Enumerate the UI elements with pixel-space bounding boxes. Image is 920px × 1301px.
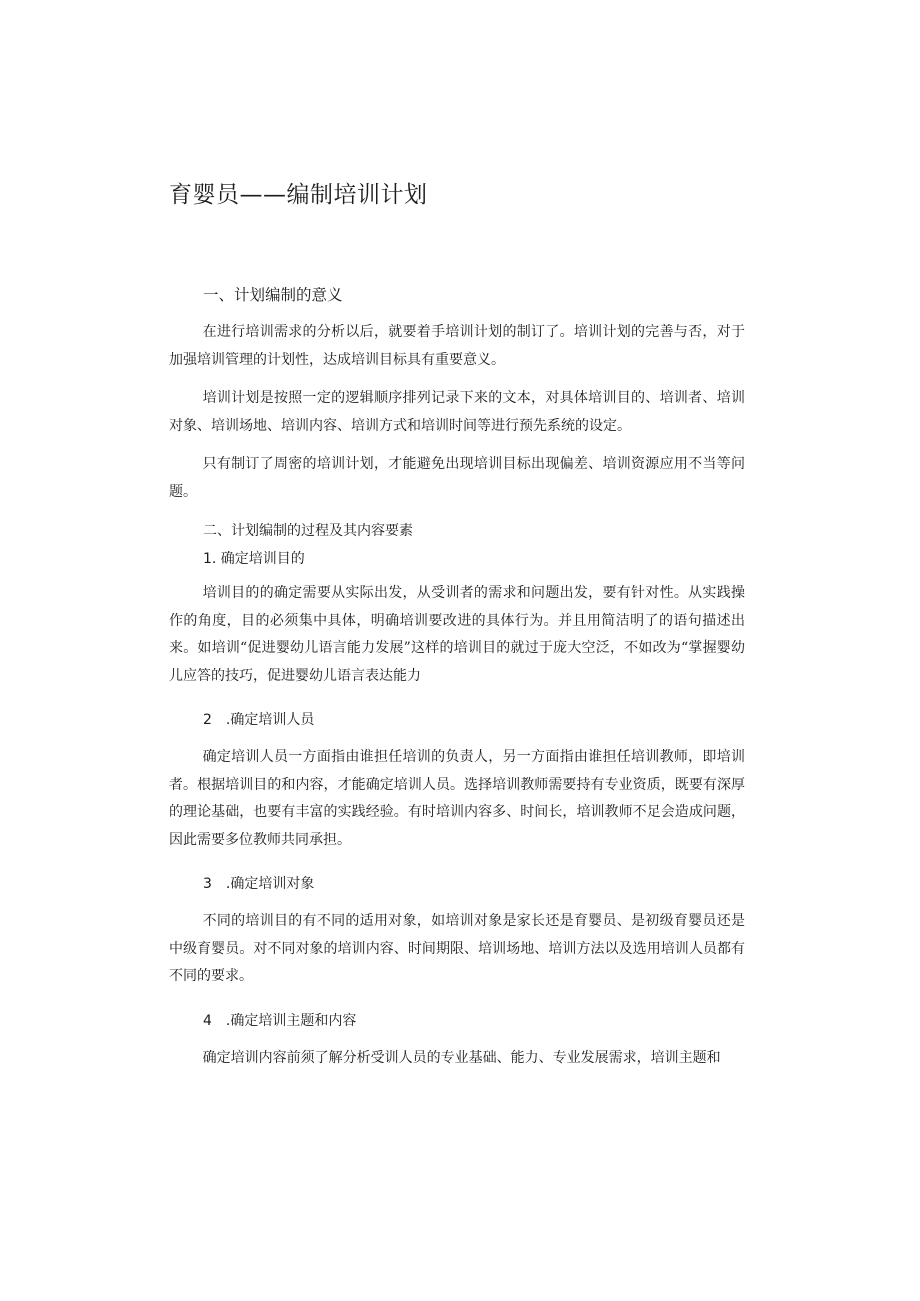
paragraph: 确定培训内容前须了解分析受训人员的专业基础、能力、专业发展需求，培训主题和 [202, 1049, 721, 1066]
section-heading-process: 二、计划编制的过程及其内容要素 [203, 523, 413, 539]
paragraph: 只有制订了周密的培训计划，才能避免出现培训目标出现偏差、培训资源应用不当等问题。 [169, 456, 745, 500]
subheading-training-target: 3 .确定培训对象 [203, 876, 315, 892]
subheading-training-purpose: 1. 确定培训目的 [203, 551, 305, 567]
document-body [169, 282, 745, 1083]
paragraph: 不同的培训目的有不同的适用对象，如培训对象是家长还是育婴员、是初级育婴员还是中级育婴员。对不同对象的培训内容、时间期限、培训场地、培训方法以及选用培训人员都有不同的要求。 [169, 913, 745, 984]
paragraph: 培训目的的确定需要从实际出发，从受训者的需求和问题出发，要有针对性。从实践操作的角度，目的必须集中具体，明确培训要改进的具体行为。并且用简洁明了的语句描述出来。如培训“促进婴幼儿语言能力发展”这样的培训目的就过于庞大空泛，不如改为“掌握婴幼儿应答的技巧，促进婴幼儿语言表达能力 [169, 585, 745, 684]
subheading-training-staff: 2 .确定培训人员 [203, 712, 315, 728]
document-title: 育婴员——编制培训计划 [169, 182, 428, 208]
paragraph: 在进行培训需求的分析以后，就要着手培训计划的制订了。培训计划的完善与否，对于加强培训管理的计划性，达成培训目标具有重要意义。 [169, 324, 745, 368]
section-heading-significance: 一、计划编制的意义 [203, 286, 343, 304]
subheading-training-content: 4 .确定培训主题和内容 [203, 1012, 357, 1029]
paragraph: 培训计划是按照一定的逻辑顺序排列记录下来的文本，对具体培训目的、培训者、培训对象、培训场地、培训内容、培训方式和培训时间等进行预先系统的设定。 [169, 390, 745, 434]
paragraph: 确定培训人员一方面指由谁担任培训的负责人，另一方面指由谁担任培训教师，即培训者。根据培训目的和内容，才能确定培训人员。选择培训教师需要持有专业资质，既要有深厚的理论基础，也要有丰富的实践经验。有时培训内容多、时间长，培训教师不足会造成问题，因此需要多位教师共同承担。 [169, 749, 745, 848]
